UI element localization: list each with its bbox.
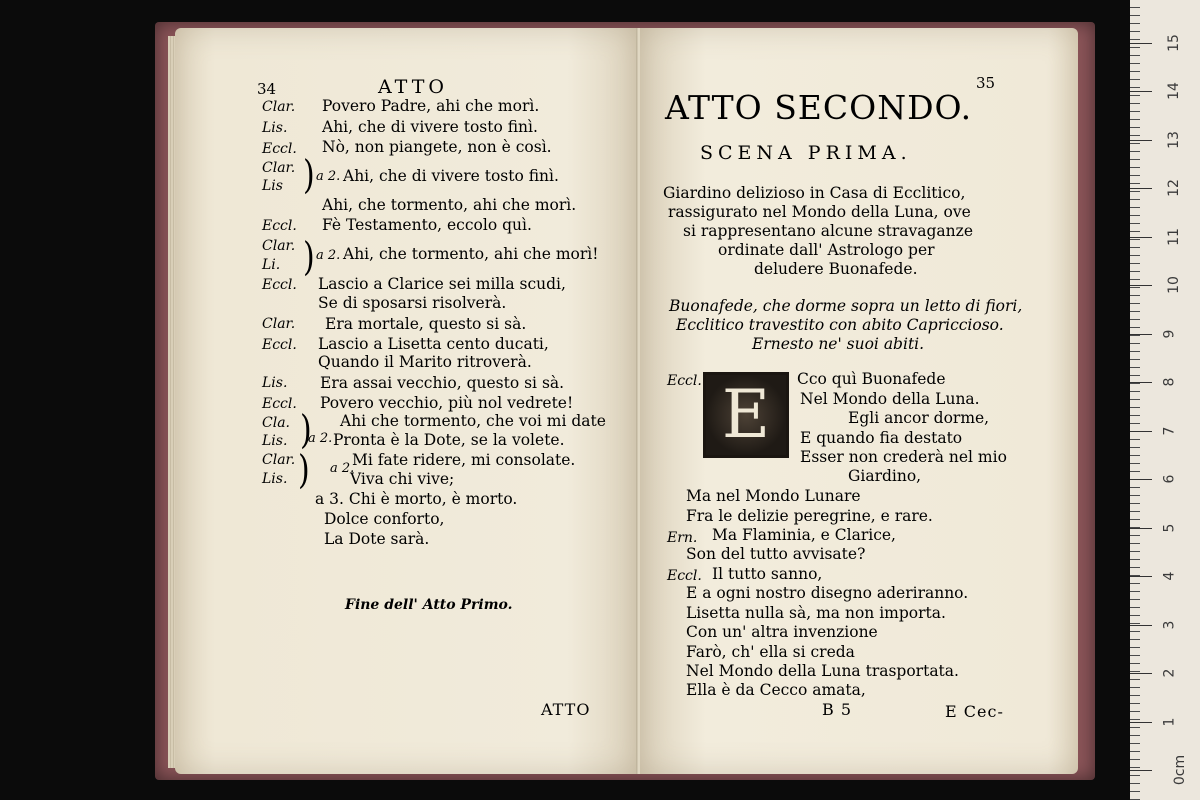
- speaker-label: Lis.: [262, 120, 288, 136]
- catchword-left: ATTO: [541, 700, 591, 719]
- dialogue-line: La Dote sarà.: [324, 530, 430, 548]
- speaker-label: Eccl.: [262, 396, 297, 412]
- dialogue-line: Ahi, che tormento, ahi che morì.: [322, 196, 577, 214]
- ruler-label: 1: [1161, 717, 1178, 726]
- dialogue-line: Giardino,: [848, 467, 922, 485]
- ruler-label: 7: [1161, 426, 1178, 435]
- scene-title: SCENA PRIMA.: [700, 142, 912, 164]
- speaker-label: Clar.: [262, 452, 296, 468]
- speaker-label: Eccl.: [262, 277, 297, 293]
- dialogue-line: Farò, ch' ella si creda: [686, 643, 855, 661]
- brace-mark: ): [300, 407, 312, 454]
- ruler-cm-tick: [1130, 382, 1152, 383]
- ruler-cm-tick: [1130, 673, 1152, 674]
- dialogue-line: Il tutto sanno,: [712, 565, 823, 583]
- decorated-initial: E: [703, 372, 789, 458]
- dialogue-line: Nel Mondo della Luna trasportata.: [686, 662, 959, 680]
- dialogue-line: a 3. Chi è morto, è morto.: [315, 490, 518, 508]
- ruler-cm-tick: [1130, 625, 1152, 626]
- ruler-cm-tick: [1130, 237, 1152, 238]
- speaker-label: Lis.: [262, 471, 288, 487]
- ruler-label: 8: [1161, 377, 1178, 387]
- ruler-label: 0cm: [1172, 754, 1189, 786]
- dialogue-line: Son del tutto avvisate?: [686, 545, 866, 563]
- ruler-label: 10: [1165, 276, 1182, 294]
- dialogue-line: Esser non crederà nel mio: [800, 448, 1007, 466]
- setting-description-line: rassigurato nel Mondo della Luna, ove: [668, 203, 971, 221]
- dialogue-line: Quando il Marito ritroverà.: [318, 353, 532, 371]
- dialogue-line: Mi fate ridere, mi consolate.: [352, 451, 576, 469]
- ruler-label: 5: [1161, 523, 1178, 532]
- ruler-cm-tick: [1130, 528, 1152, 529]
- dialogue-line: Era assai vecchio, questo si sà.: [320, 374, 565, 392]
- ruler-label: 15: [1165, 33, 1182, 52]
- dialogue-line: E a ogni nostro disegno aderiranno.: [686, 584, 969, 602]
- dialogue-line: Ahi che tormento, che voi mi date: [340, 412, 606, 430]
- dialogue-line: Se di sposarsi risolverà.: [318, 294, 507, 312]
- ruler-cm-tick: [1130, 770, 1152, 771]
- ruler-label: 13: [1165, 130, 1182, 149]
- ruler-cm-tick: [1130, 285, 1152, 286]
- speaker-label: Lis.: [262, 375, 288, 391]
- setting-description-line: Giardino delizioso in Casa di Ecclitico,: [663, 184, 966, 202]
- ruler-cm-tick: [1130, 188, 1152, 189]
- ruler-cm-tick: [1130, 722, 1152, 723]
- stage-direction-line: Ernesto ne' suoi abiti.: [752, 335, 925, 353]
- stage-direction-line: Buonafede, che dorme sopra un letto di fiori,: [669, 297, 1023, 315]
- dialogue-line: Ella è da Cecco amata,: [686, 681, 866, 699]
- stage-direction-line: Ecclitico travestito con abito Capriccioso.: [676, 316, 1004, 334]
- speaker-label: Clar.: [262, 316, 296, 332]
- dialogue-line: Cco quì Buonafede: [797, 370, 946, 388]
- page-number-left: 34: [257, 80, 277, 98]
- dialogue-line: Ahi, che di vivere tosto finì.: [322, 118, 538, 136]
- speaker-label: Ern.: [667, 530, 698, 546]
- a-due-mark: a 2.: [316, 169, 341, 184]
- ruler-cm-tick: [1130, 576, 1152, 577]
- setting-description-line: deludere Buonafede.: [754, 260, 918, 278]
- brace-mark: ): [303, 152, 315, 199]
- ruler-cm-tick: [1130, 140, 1152, 141]
- speaker-label: Eccl.: [667, 373, 702, 389]
- dialogue-line: Lascio a Clarice sei milla scudi,: [318, 275, 566, 293]
- dialogue-line: Fè Testamento, eccolo quì.: [322, 216, 532, 234]
- ruler-label: 3: [1161, 620, 1178, 629]
- ruler-label: 4: [1161, 571, 1178, 581]
- dialogue-line: Era mortale, questo si sà.: [325, 315, 527, 333]
- dialogue-line: Povero vecchio, più nol vedrete!: [320, 394, 574, 412]
- catchword-right: E Cec-: [945, 702, 1004, 721]
- ruler-cm-tick: [1130, 431, 1152, 432]
- setting-description-line: si rappresentano alcune stravaganze: [683, 222, 973, 240]
- speaker-label: Clar.: [262, 99, 296, 115]
- dialogue-line: Lascio a Lisetta cento ducati,: [318, 335, 549, 353]
- speaker-label: Eccl.: [262, 141, 297, 157]
- dialogue-line: Ma nel Mondo Lunare: [686, 487, 861, 505]
- brace-mark: ): [298, 447, 310, 494]
- dialogue-line: Viva chi vive;: [350, 470, 455, 488]
- ruler-label: 11: [1165, 227, 1182, 246]
- ruler-cm-tick: [1130, 479, 1152, 480]
- speaker-label: Cla.: [262, 415, 290, 431]
- speaker-label: Li.: [262, 257, 281, 273]
- brace-mark: ): [303, 234, 315, 281]
- dialogue-line: Ahi, che tormento, ahi che morì!: [343, 245, 599, 263]
- dialogue-line: Nel Mondo della Luna.: [800, 390, 980, 408]
- signature-mark: B 5: [822, 700, 853, 719]
- dialogue-line: E quando fia destato: [800, 429, 963, 447]
- dialogue-line: Dolce conforto,: [324, 510, 445, 528]
- dialogue-line: Con un' altra invenzione: [686, 623, 878, 641]
- a-due-mark: a 2.: [316, 248, 341, 263]
- speaker-label: Lis: [262, 178, 283, 194]
- speaker-label: Eccl.: [262, 218, 297, 234]
- ruler-label: 14: [1165, 82, 1182, 100]
- ruler-label: 2: [1161, 668, 1178, 678]
- dialogue-line: Pronta è la Dote, se la volete.: [333, 431, 565, 449]
- dialogue-line: Egli ancor dorme,: [848, 409, 990, 427]
- a-due-mark: a 2.: [308, 431, 333, 446]
- ruler-cm-tick: [1130, 43, 1152, 44]
- ruler-label: 12: [1165, 179, 1182, 197]
- ruler-cm-tick: [1130, 334, 1152, 335]
- speaker-label: Clar.: [262, 238, 296, 254]
- a-due-mark: a 2.: [330, 461, 355, 476]
- ruler-label: 9: [1161, 329, 1178, 338]
- dialogue-line: Lisetta nulla sà, ma non importa.: [686, 604, 946, 622]
- dialogue-line: Ahi, che di vivere tosto finì.: [343, 167, 559, 185]
- act-title: ATTO SECONDO.: [665, 88, 973, 127]
- dialogue-line: Povero Padre, ahi che morì.: [322, 97, 540, 115]
- speaker-label: Clar.: [262, 160, 296, 176]
- running-header-left: ATTO: [378, 76, 448, 98]
- speaker-label: Eccl.: [667, 568, 702, 584]
- dialogue-line: Fra le delizie peregrine, e rare.: [686, 507, 933, 525]
- dialogue-line: Ma Flaminia, e Clarice,: [712, 526, 896, 544]
- speaker-label: Eccl.: [262, 337, 297, 353]
- setting-description-line: ordinate dall' Astrologo per: [718, 241, 935, 259]
- scale-ruler: [1130, 0, 1200, 800]
- speaker-label: Lis.: [262, 433, 288, 449]
- ruler-cm-tick: [1130, 91, 1152, 92]
- finis-line: Fine dell' Atto Primo.: [345, 597, 513, 613]
- ruler-label: 6: [1161, 474, 1178, 484]
- page-number-right: 35: [976, 74, 996, 92]
- dialogue-line: Nò, non piangete, non è così.: [322, 138, 552, 156]
